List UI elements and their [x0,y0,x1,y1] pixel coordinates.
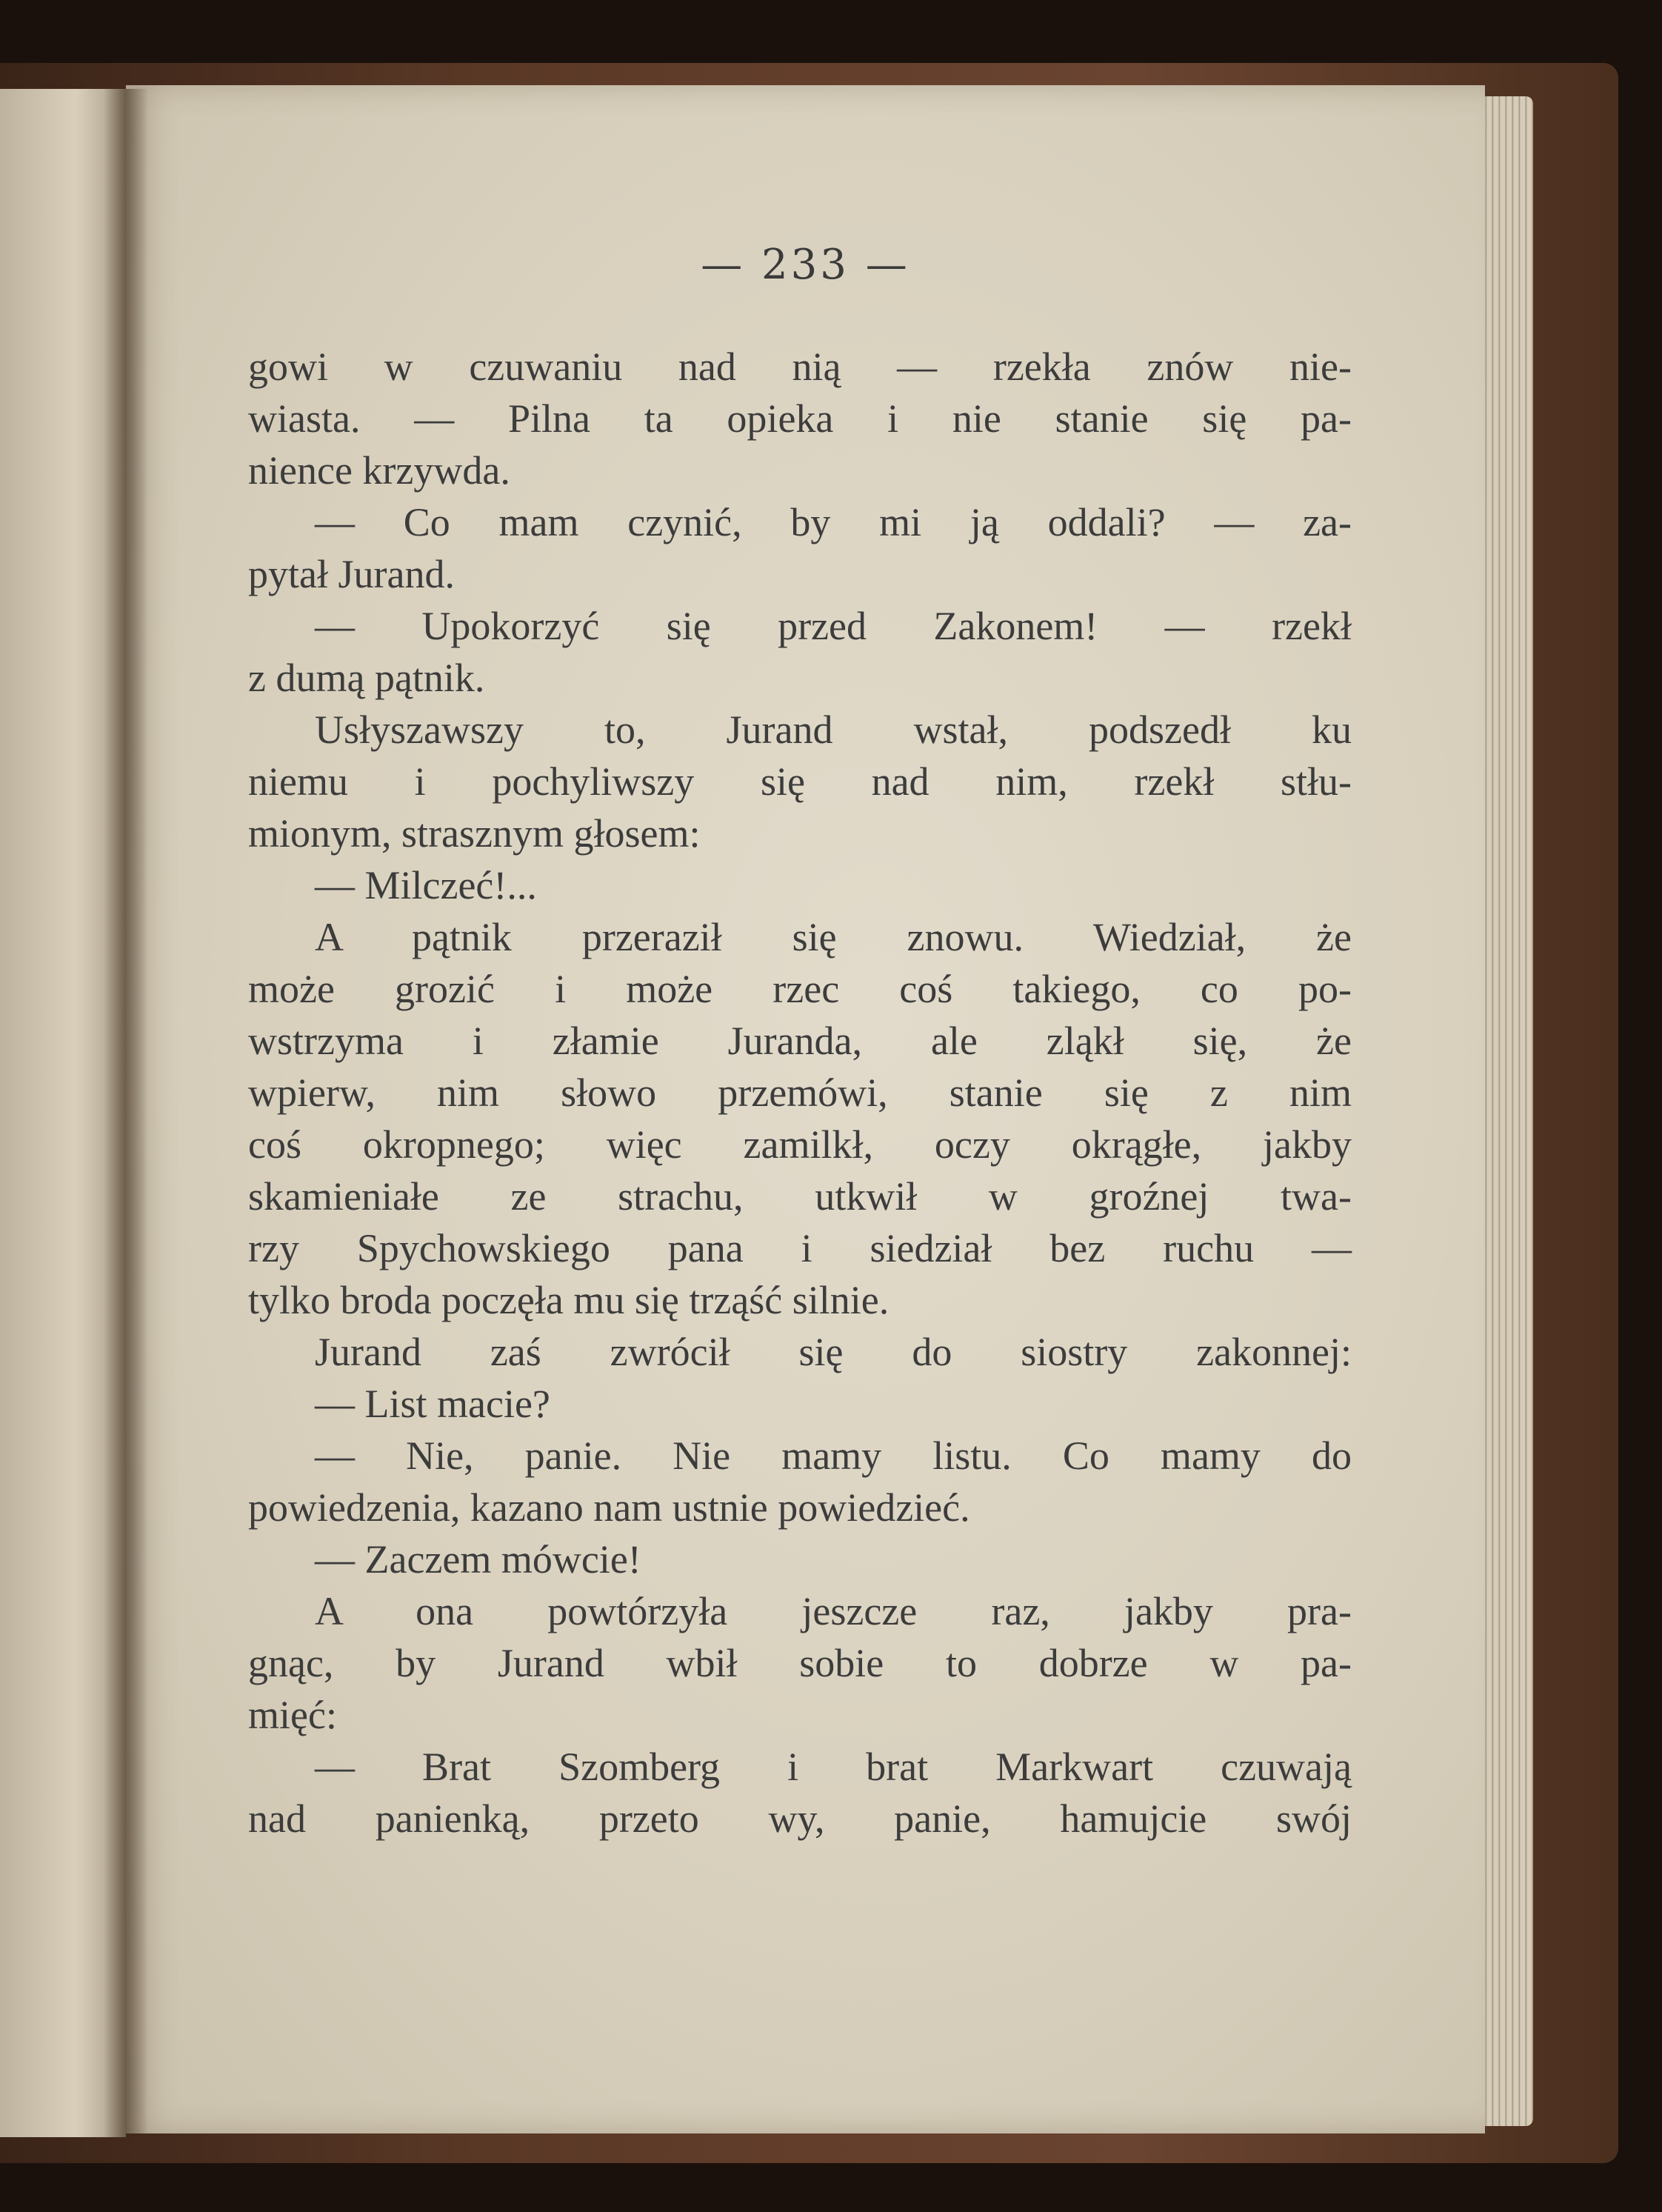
text-line: — Nie, panie. Nie mamy listu. Co mamy do [315,1433,1352,1478]
text-line: gnąc, by Jurand wbił sobie to dobrze w pa- [248,1641,1352,1685]
text-line: wstrzyma i złamie Juranda, ale zląkł się, że [248,1019,1352,1063]
text-line: rzy Spychowskiego pana i siedział bez ruchu — [248,1226,1352,1270]
text-line: mięć: [248,1693,337,1737]
page-number: — 233 — [701,241,910,289]
text-line: — Milczeć!... [315,863,537,907]
text-line: nad panienką, przeto wy, panie, hamujcie swój [248,1796,1352,1841]
text-line: — Upokorzyć się przed Zakonem! — rzekł [315,604,1352,648]
text-line: powiedzenia, kazano nam ustnie powiedzieć. [248,1485,970,1530]
text-line: może grozić i może rzec coś takiego, co po- [248,967,1352,1011]
text-line: z dumą pątnik. [248,656,485,700]
text-line: nience krzywda. [248,448,510,493]
text-line: coś okropnego; więc zamilkł, oczy okrągłe, jakby [248,1122,1352,1167]
text-line: A pątnik przeraził się znowu. Wiedział, że [315,915,1352,959]
text-line: tylko broda poczęła mu się trząść silnie. [248,1278,890,1322]
text-line: — Brat Szomberg i brat Markwart czuwają [315,1745,1352,1789]
text-line: A ona powtórzyła jeszcze raz, jakby pra- [315,1589,1352,1633]
text-line: wpierw, nim słowo przemówi, stanie się z nim [248,1070,1352,1115]
book-gutter [104,89,148,2137]
text-line: — Co mam czynić, by mi ją oddali? — za- [315,500,1352,544]
text-line: Usłyszawszy to, Jurand wstał, podszedł ku [315,707,1352,752]
page-text [248,341,1352,1845]
text-line: — List macie? [315,1382,550,1426]
text-line: niemu i pochyliwszy się nad nim, rzekł stłu- [248,759,1352,804]
text-line: Jurand zaś zwrócił się do siostry zakonnej: [315,1330,1352,1374]
text-line: mionym, strasznym głosem: [248,811,701,856]
text-line: wiasta. — Pilna ta opieka i nie stanie się pa- [248,396,1352,441]
text-line: skamieniałe ze strachu, utkwił w groźnej twa- [248,1174,1352,1219]
text-line: pytał Jurand. [248,552,455,596]
book-page [126,85,1485,2133]
text-line: — Zaczem mówcie! [315,1537,641,1582]
text-line: gowi w czuwaniu nad nią — rzekła znów nie- [248,344,1352,389]
